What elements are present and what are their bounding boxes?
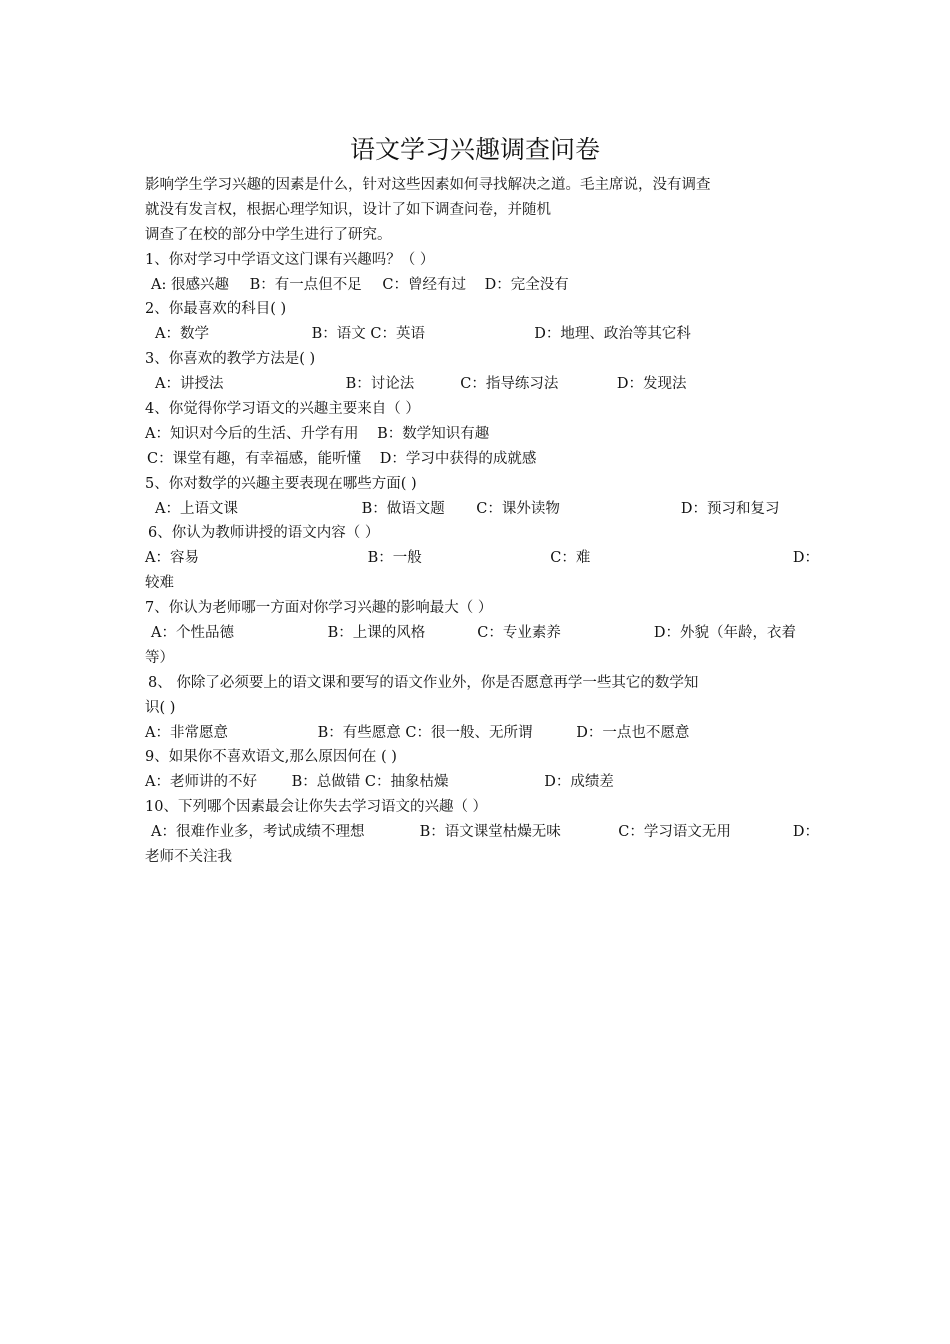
question-2: 2、你最喜欢的科目( ) (145, 301, 287, 318)
option: B：做语文题 (361, 500, 445, 517)
options-10 (145, 820, 819, 845)
options-9 (145, 770, 810, 795)
question-9: 9、如果你不喜欢语文,那么原因何在 ( ) (145, 749, 397, 766)
question-8-cont: 识( ) (145, 699, 176, 716)
option: B：数学知识有趣 (377, 425, 490, 442)
question-1: 1、你对学习中学语文这门课有兴趣吗？（ ） (145, 251, 435, 268)
options-2 (145, 322, 810, 347)
option: C：学习语文无用 (618, 824, 731, 841)
question-8: 8、 你除了必须要上的语文课和要写的语文作业外，你是否愿意再学一些其它的数学知 (148, 674, 699, 691)
options-3 (145, 372, 810, 397)
option: C：专业素养 (477, 625, 561, 642)
option: A：老师讲的不好 (145, 774, 257, 791)
option: B：上课的风格 (327, 625, 426, 642)
options-1 (145, 273, 810, 298)
option: D： (792, 824, 819, 841)
option: C：课外读物 (476, 500, 560, 517)
option: C：指导练习法 (460, 376, 559, 393)
option: A：个性品德 (151, 625, 234, 642)
question-3: 3、你喜欢的教学方法是( ) (145, 351, 316, 368)
option: C：难 (550, 550, 591, 567)
option: A：非常愿意 (145, 724, 228, 741)
option: B：语文 C：英语 (311, 326, 425, 343)
option: D：成绩差 (544, 774, 614, 791)
option: D：学习中获得的成就感 (379, 450, 537, 467)
option: D：外貌（年龄，衣着 (653, 625, 796, 642)
option: D： (792, 550, 819, 567)
question-4: 4、你觉得你学习语文的兴趣主要来自（ ） (145, 401, 420, 418)
option: C：课堂有趣，有幸福感，能听懂 (147, 450, 362, 467)
options-8 (145, 721, 810, 746)
question-6: 6、你认为教师讲授的语文内容（ ） (148, 525, 380, 542)
option: C：曾经有过 (382, 276, 466, 293)
options-5 (145, 497, 810, 522)
option: B：总做错 C：抽象枯燥 (291, 774, 449, 791)
option: B：有些愿意 C：很一般、无所谓 (317, 724, 533, 741)
options-7-cont: 等） (145, 649, 174, 666)
question-10: 10、下列哪个因素最会让你失去学习语文的兴趣（ ） (145, 799, 488, 816)
question-7: 7、你认为老师哪一方面对你学习兴趣的影响最大（ ） (145, 600, 493, 617)
option: A：很难作业多，考试成绩不理想 (151, 824, 365, 841)
options-7 (145, 621, 810, 646)
options-6 (145, 546, 819, 571)
option: D：完全没有 (484, 276, 569, 293)
option: D：预习和复习 (680, 500, 780, 517)
option: A：容易 (145, 550, 199, 567)
intro-line: 调查了在校的部分中学生进行了研究。 (145, 226, 392, 243)
option: D：一点也不愿意 (576, 724, 690, 741)
option: D：发现法 (616, 376, 687, 393)
options-4b (145, 447, 810, 472)
intro-line: 就没有发言权，根据心理学知识，设计了如下调查问卷，并随机 (145, 201, 551, 218)
option: A：数学 (155, 326, 209, 343)
option: A：讲授法 (155, 376, 224, 393)
intro-line: 影响学生学习兴趣的因素是什么，针对这些因素如何寻找解决之道。毛主席说，没有调查 (145, 177, 711, 193)
page-title: 语文学习兴趣调查问卷 (349, 135, 600, 164)
option: D：地理、政治等其它科 (534, 326, 691, 343)
option: A: 很感兴趣 (151, 276, 229, 293)
option: B：一般 (367, 550, 422, 567)
option: A：上语文课 (155, 500, 238, 517)
options-4 (145, 422, 810, 447)
option: A：知识对今后的生活、升学有用 (145, 425, 359, 442)
option: B：语文课堂枯燥无味 (419, 824, 561, 841)
options-6-cont: 较难 (145, 575, 174, 592)
options-10-cont: 老师不关注我 (145, 849, 232, 866)
option: B：讨论法 (345, 376, 415, 393)
question-5: 5、你对数学的兴趣主要表现在哪些方面( ) (145, 475, 417, 492)
survey-body (145, 173, 819, 870)
option: B：有一点但不足 (249, 276, 362, 293)
